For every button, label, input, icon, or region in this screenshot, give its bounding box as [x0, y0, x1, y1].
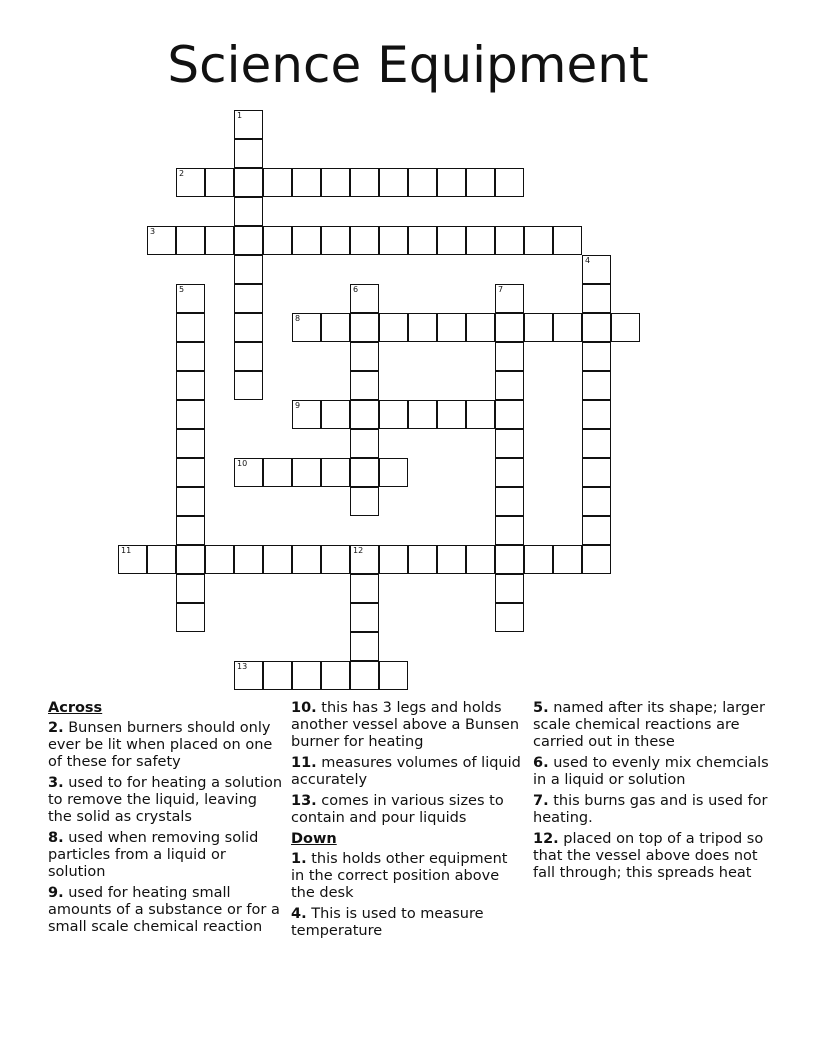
grid-cell[interactable] — [263, 226, 292, 255]
grid-cell[interactable] — [495, 603, 524, 632]
clue-number: 6 — [353, 285, 359, 294]
grid-cell[interactable] — [234, 661, 263, 690]
grid-cell[interactable] — [553, 313, 582, 342]
clue-number: 3 — [150, 227, 156, 236]
grid-cell[interactable] — [176, 371, 205, 400]
clue-down-12: 12. placed on top of a tripod so that the vessel above does not fall through; this spreads heat — [533, 831, 764, 881]
grid-cell[interactable] — [350, 284, 379, 313]
grid-cell[interactable] — [234, 255, 263, 284]
grid-cell[interactable] — [495, 284, 524, 313]
grid-cell[interactable] — [553, 226, 582, 255]
grid-cell[interactable] — [350, 342, 379, 371]
grid-cell[interactable] — [524, 226, 553, 255]
clue-number: 12 — [353, 546, 364, 555]
grid-cell[interactable] — [292, 168, 321, 197]
grid-cell[interactable] — [321, 313, 350, 342]
grid-cell[interactable] — [350, 545, 379, 574]
clue-down-6: 6. used to evenly mix chemcials in a liquid or solution — [533, 755, 769, 788]
grid-cell[interactable] — [205, 226, 234, 255]
grid-cell[interactable] — [234, 545, 263, 574]
grid-cell[interactable] — [176, 429, 205, 458]
grid-cell[interactable] — [350, 168, 379, 197]
grid-cell[interactable] — [205, 168, 234, 197]
grid-cell[interactable] — [379, 545, 408, 574]
grid-cell[interactable] — [524, 313, 553, 342]
grid-cell[interactable] — [263, 661, 292, 690]
grid-cell[interactable] — [379, 226, 408, 255]
down-heading: Down — [291, 831, 337, 847]
grid-cell[interactable] — [408, 545, 437, 574]
grid-cell[interactable] — [466, 313, 495, 342]
grid-cell[interactable] — [350, 313, 379, 342]
grid-cell[interactable] — [350, 603, 379, 632]
grid-cell[interactable] — [118, 545, 147, 574]
grid-cell[interactable] — [350, 400, 379, 429]
grid-cell[interactable] — [437, 168, 466, 197]
grid-cell[interactable] — [495, 545, 524, 574]
grid-cell[interactable] — [408, 313, 437, 342]
grid-cell[interactable] — [292, 226, 321, 255]
grid-cell[interactable] — [234, 139, 263, 168]
grid-cell[interactable] — [176, 516, 205, 545]
grid-cell[interactable] — [582, 284, 611, 313]
clue-number: 9 — [295, 401, 301, 410]
grid-cell[interactable] — [350, 574, 379, 603]
grid-cell[interactable] — [379, 400, 408, 429]
grid-cell[interactable] — [234, 458, 263, 487]
grid-cell[interactable] — [176, 487, 205, 516]
clue-across-13: 13. comes in various sizes to contain and pour liquids — [291, 793, 504, 826]
grid-cell[interactable] — [582, 516, 611, 545]
clue-number: 10 — [237, 459, 248, 468]
grid-cell[interactable] — [553, 545, 582, 574]
grid-cell[interactable] — [379, 313, 408, 342]
grid-cell[interactable] — [234, 226, 263, 255]
grid-cell[interactable] — [321, 400, 350, 429]
grid-cell[interactable] — [466, 168, 495, 197]
grid-cell[interactable] — [321, 226, 350, 255]
clue-number: 13 — [237, 662, 248, 671]
grid-cell[interactable] — [321, 458, 350, 487]
grid-cell[interactable] — [582, 313, 611, 342]
grid-cell[interactable] — [176, 574, 205, 603]
grid-cell[interactable] — [350, 226, 379, 255]
grid-cell[interactable] — [582, 429, 611, 458]
grid-cell[interactable] — [263, 545, 292, 574]
grid-cell[interactable] — [437, 226, 466, 255]
grid-cell[interactable] — [234, 168, 263, 197]
grid-cell[interactable] — [379, 458, 408, 487]
clue-down-5: 5. named after its shape; larger scale chemical reactions are carried out in these — [533, 700, 765, 750]
clue-down-4: 4. This is used to measure temperature — [291, 906, 484, 939]
grid-cell[interactable] — [263, 168, 292, 197]
grid-cell[interactable] — [582, 371, 611, 400]
grid-cell[interactable] — [176, 603, 205, 632]
clue-number: 2 — [179, 169, 185, 178]
grid-cell[interactable] — [176, 458, 205, 487]
clue-number: 1 — [237, 111, 243, 120]
grid-cell[interactable] — [495, 226, 524, 255]
grid-cell[interactable] — [147, 545, 176, 574]
grid-cell[interactable] — [495, 400, 524, 429]
grid-cell[interactable] — [495, 371, 524, 400]
grid-cell[interactable] — [437, 313, 466, 342]
grid-cell[interactable] — [408, 226, 437, 255]
grid-cell[interactable] — [495, 429, 524, 458]
clues-column-2 — [291, 700, 521, 944]
grid-cell[interactable] — [292, 313, 321, 342]
grid-cell[interactable] — [582, 255, 611, 284]
grid-cell[interactable] — [495, 342, 524, 371]
grid-cell[interactable] — [495, 516, 524, 545]
grid-cell[interactable] — [234, 342, 263, 371]
grid-cell[interactable] — [350, 487, 379, 516]
clue-across-11: 11. measures volumes of liquid accurately — [291, 755, 521, 788]
clue-number: 11 — [121, 546, 132, 555]
grid-cell[interactable] — [176, 284, 205, 313]
grid-cell[interactable] — [611, 313, 640, 342]
clue-number: 8 — [295, 314, 301, 323]
grid-cell[interactable] — [408, 400, 437, 429]
across-heading: Across — [48, 700, 103, 716]
grid-cell[interactable] — [234, 110, 263, 139]
grid-cell[interactable] — [437, 545, 466, 574]
grid-cell[interactable] — [321, 168, 350, 197]
clue-across-10: 10. this has 3 legs and holds another vessel above a Bunsen burner for heating — [291, 700, 520, 750]
grid-cell[interactable] — [234, 313, 263, 342]
grid-cell[interactable] — [176, 400, 205, 429]
grid-cell[interactable] — [350, 458, 379, 487]
grid-cell[interactable] — [292, 661, 321, 690]
grid-cell[interactable] — [582, 342, 611, 371]
clues-column-3 — [533, 700, 769, 886]
grid-cell[interactable] — [176, 168, 205, 197]
grid-cell[interactable] — [234, 371, 263, 400]
clue-across-9: 9. used for heating small amounts of a substance or for a small scale chemical reaction — [48, 885, 280, 935]
grid-cell[interactable] — [582, 400, 611, 429]
page-title: Science Equipment — [167, 36, 649, 94]
grid-cell[interactable] — [147, 226, 176, 255]
grid-cell[interactable] — [466, 400, 495, 429]
grid-cell[interactable] — [350, 371, 379, 400]
grid-cell[interactable] — [379, 168, 408, 197]
grid-cell[interactable] — [582, 545, 611, 574]
grid-cell[interactable] — [292, 545, 321, 574]
grid-cell[interactable] — [205, 545, 234, 574]
grid-cell[interactable] — [176, 226, 205, 255]
clue-down-7: 7. this burns gas and is used for heating. — [533, 793, 768, 826]
grid-cell[interactable] — [495, 168, 524, 197]
grid-cell[interactable] — [437, 400, 466, 429]
clue-across-2: 2. Bunsen burners should only ever be lit when placed on one of these for safety — [48, 720, 273, 770]
clue-number: 5 — [179, 285, 185, 294]
grid-cell[interactable] — [495, 574, 524, 603]
grid-cell[interactable] — [321, 545, 350, 574]
grid-cell[interactable] — [466, 226, 495, 255]
grid-cell[interactable] — [408, 168, 437, 197]
grid-cell[interactable] — [495, 313, 524, 342]
clue-across-8: 8. used when removing solid particles from a liquid or solution — [48, 830, 259, 880]
grid-cell[interactable] — [582, 487, 611, 516]
grid-cell[interactable] — [350, 429, 379, 458]
grid-cell[interactable] — [292, 458, 321, 487]
grid-cell[interactable] — [234, 284, 263, 313]
grid-cell[interactable] — [379, 661, 408, 690]
clue-number: 7 — [498, 285, 504, 294]
grid-cell[interactable] — [263, 458, 292, 487]
grid-cell[interactable] — [466, 545, 495, 574]
clue-number: 4 — [585, 256, 591, 265]
grid-cell[interactable] — [292, 400, 321, 429]
grid-cell[interactable] — [582, 458, 611, 487]
grid-cell[interactable] — [350, 661, 379, 690]
clue-down-1: 1. this holds other equipment in the correct position above the desk — [291, 851, 508, 901]
grid-cell[interactable] — [321, 661, 350, 690]
clue-across-3: 3. used to for heating a solution to remove the liquid, leaving the solid as crystals — [48, 775, 283, 825]
clues-column-1 — [48, 700, 284, 940]
grid-cell[interactable] — [176, 342, 205, 371]
grid-cell[interactable] — [524, 545, 553, 574]
grid-cell[interactable] — [350, 632, 379, 661]
grid-cell[interactable] — [495, 458, 524, 487]
grid-cell[interactable] — [176, 545, 205, 574]
grid-cell[interactable] — [176, 313, 205, 342]
grid-cell[interactable] — [495, 487, 524, 516]
grid-cell[interactable] — [234, 197, 263, 226]
